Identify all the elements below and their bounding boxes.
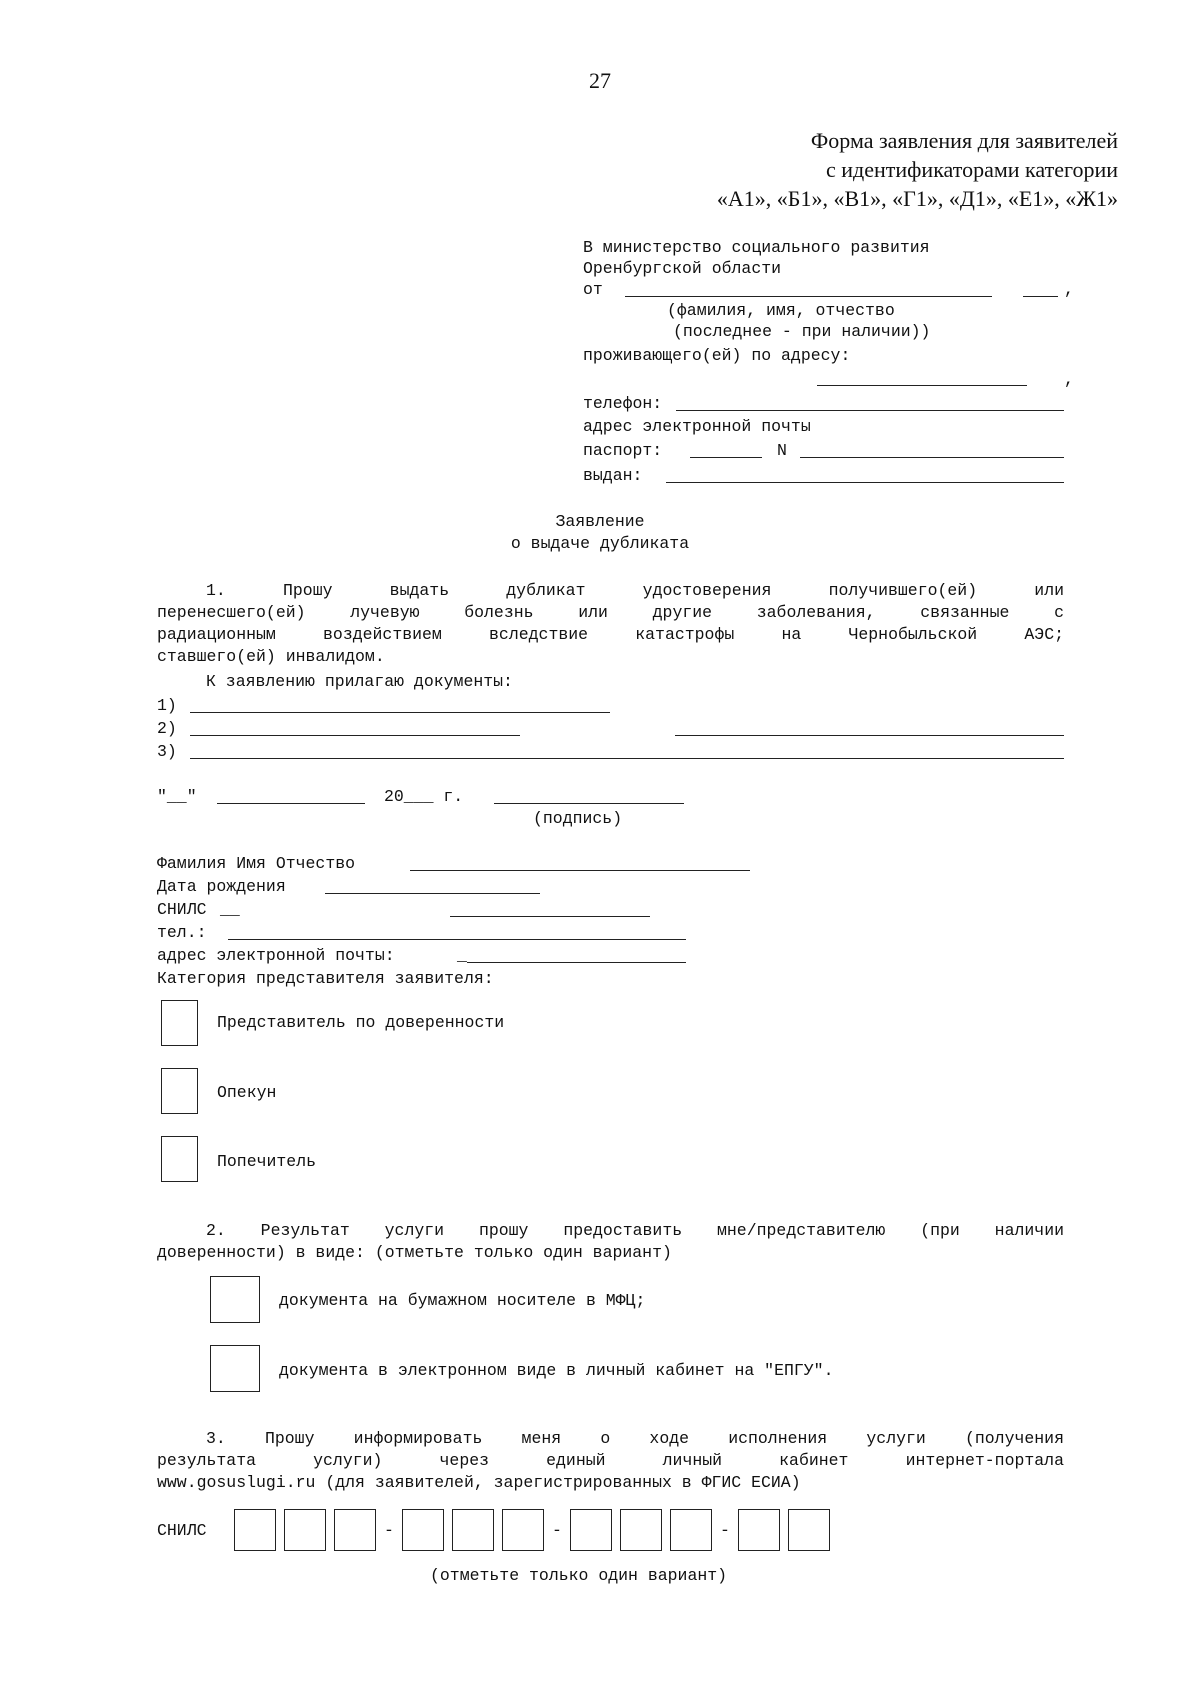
form-title-line: «А1», «Б1», «В1», «Г1», «Д1», «Е1», «Ж1» [716,186,1118,211]
signature-hint: (подпись) [533,809,623,828]
option-guardian-label: Опекун [217,1083,277,1102]
snils-digit-box[interactable] [452,1509,494,1551]
paragraph-1-line: ставшего(ей) инвалидом. [157,647,385,666]
application-subtitle: о выдаче дубликата [510,534,690,553]
snils-separator: - [552,1520,562,1540]
birth-date-line[interactable] [325,893,540,894]
address-label: проживающего(ей) по адресу: [583,346,851,365]
snils-digit-box[interactable] [234,1509,276,1551]
form-title-line: Форма заявления для заявителей [810,128,1118,153]
addressee-line: Оренбургской области [583,259,782,278]
checkbox-guardian[interactable] [161,1068,198,1114]
snils-digit-box[interactable] [620,1509,662,1551]
attachment-number: 1) [157,696,177,715]
snils-boxes [234,1508,830,1552]
option-trustee-label: Попечитель [217,1152,317,1171]
issued-input-line[interactable] [666,482,1064,483]
snils-digit-box[interactable] [738,1509,780,1551]
snils-digit-box[interactable] [402,1509,444,1551]
phone-label: телефон: [583,394,663,413]
snils-digit-box[interactable] [502,1509,544,1551]
paragraph-3-line: www.gosuslugi.ru (для заявителей, зарегистрированных в ФГИС ЕСИА) [157,1473,801,1492]
attachment-line-3[interactable] [190,758,1064,759]
representative-email-line[interactable] [467,962,686,963]
paragraph-1-line: 1. Прошу выдать дубликат удостоверения получившего(ей) или [206,581,1064,600]
snils-digit-box[interactable] [570,1509,612,1551]
passport-number-line[interactable] [800,457,1064,458]
representative-phone-line[interactable] [228,939,686,940]
paragraph-3-line: результата услуги) через единый личный кабинет интернет-портала [157,1451,1064,1470]
paragraph-1-line: перенесшего(ей) лучевую болезнь или другие заболевания, связанные с [157,603,1064,622]
checkbox-trustee[interactable] [161,1136,198,1182]
snils-digit-box[interactable] [284,1509,326,1551]
attachment-line-2b[interactable] [675,735,1064,736]
representative-fio-label: Фамилия Имя Отчество [157,854,356,873]
page-number: 27 [589,68,611,93]
signature-line[interactable] [494,803,684,804]
fio-hint: (последнее - при наличии)) [673,322,931,341]
representative-snils-label: СНИЛС [157,900,207,919]
paragraph-3-line: 3. Прошу информировать меня о ходе исполнения услуги (получения [206,1429,1064,1448]
checkbox-paper-mfc[interactable] [210,1276,260,1323]
snils-separator: - [720,1520,730,1540]
application-title: Заявление [555,512,645,531]
phone-input-line[interactable] [676,410,1064,411]
attachment-number: 2) [157,719,177,738]
number-label: N [777,441,787,460]
fio-input-line[interactable] [625,296,992,297]
address-input-line[interactable] [817,385,1027,386]
attachments-label: К заявлению прилагаю документы: [206,672,513,691]
option-proxy-label: Представитель по доверенности [217,1013,505,1032]
addressee-line: В министерство социального развития [583,238,930,257]
checkbox-proxy[interactable] [161,1000,198,1046]
passport-series-line[interactable] [690,457,762,458]
representative-phone-label: тел.: [157,923,207,942]
paragraph-2-line: 2. Результат услуги прошу предоставить мне/представителю (при наличии [206,1221,1064,1240]
attachment-line-1[interactable] [190,712,610,713]
option-paper-label: документа на бумажном носителе в МФЦ; [279,1291,646,1310]
representative-fio-line[interactable] [410,870,750,871]
snils-boxes-label: СНИЛС [157,1521,207,1540]
comma: , [1064,280,1074,299]
email-prefix: _ [457,946,467,965]
checkbox-electronic-epgu[interactable] [210,1345,260,1392]
issued-label: выдан: [583,466,643,485]
birth-date-label: Дата рождения [157,877,286,896]
paragraph-2-line: доверенности) в виде: (отметьте только один вариант) [157,1243,672,1262]
date-day: "__" [157,787,197,806]
date-year: 20___ г. [384,787,464,806]
representative-email-label: адрес электронной почты: [157,946,395,965]
attachment-line-2[interactable] [190,735,520,736]
snils-digit-box[interactable] [788,1509,830,1551]
representative-snils-line[interactable] [450,916,650,917]
form-title-line: с идентификаторами категории [826,157,1118,182]
passport-label: паспорт: [583,441,663,460]
snils-prefix: __ [220,900,240,919]
date-month-line[interactable] [217,803,365,804]
fio-input-line-extra[interactable] [1023,296,1058,297]
snils-separator: - [384,1520,394,1540]
paragraph-1-line: радиационным воздействием вследствие катастрофы на Чернобыльской АЭС; [157,625,1064,644]
category-label: Категория представителя заявителя: [157,969,494,988]
form-title [717,126,1118,213]
snils-note: (отметьте только один вариант) [430,1566,728,1585]
snils-digit-box[interactable] [334,1509,376,1551]
from-label: от [583,280,603,299]
fio-hint: (фамилия, имя, отчество [667,301,895,320]
snils-digit-box[interactable] [670,1509,712,1551]
email-label: адрес электронной почты [583,417,811,436]
option-electronic-label: документа в электронном виде в личный кабинет на "ЕПГУ". [279,1361,834,1380]
attachment-number: 3) [157,742,177,761]
comma: , [1064,370,1074,389]
